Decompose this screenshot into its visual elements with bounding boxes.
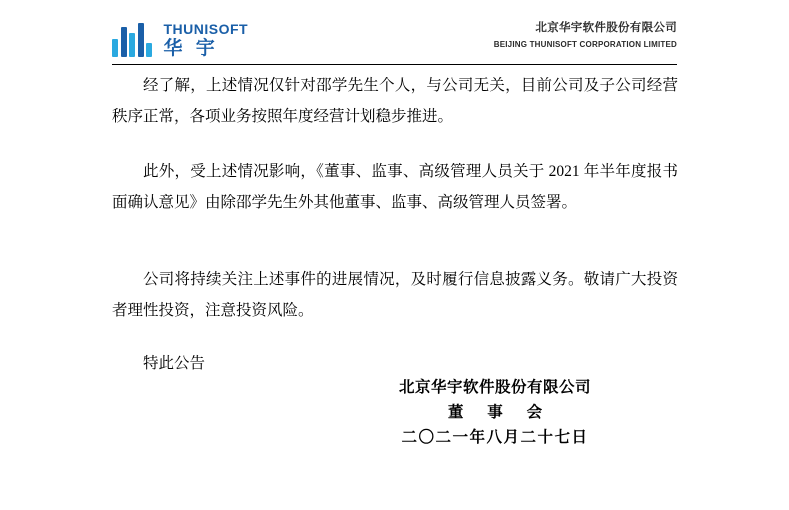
paragraph-3: 公司将持续关注上述事件的进展情况，及时履行信息披露义务。敬请广大投资者理性投资，注意投资风险。 bbox=[112, 271, 678, 319]
signature-board: 董 事 会 bbox=[447, 404, 553, 421]
document-body bbox=[112, 70, 678, 381]
signature-block bbox=[112, 375, 678, 450]
logo-bar-1 bbox=[112, 39, 118, 57]
paragraph-4: 特此公告 bbox=[143, 355, 206, 372]
logo-bar-3 bbox=[129, 33, 135, 57]
paragraph-1: 经了解，上述情况仅针对邵学先生个人，与公司无关，目前公司及子公司经营秩序正常，各项业务按照年度经营计划稳步推进。 bbox=[112, 77, 678, 125]
logo-chinese-text: 华 宇 bbox=[163, 38, 219, 59]
logo-bars-icon bbox=[112, 23, 155, 57]
company-name-english: BEIJING THUNISOFT CORPORATION LIMITED bbox=[493, 39, 677, 49]
logo-english-text: THUNISOFT bbox=[163, 21, 249, 37]
header-divider bbox=[112, 64, 677, 65]
logo-bar-5 bbox=[146, 43, 152, 57]
signature-date: 二〇二一年八月二十七日 bbox=[401, 429, 589, 446]
logo-bar-4 bbox=[138, 23, 144, 57]
logo-wordmark bbox=[164, 22, 249, 58]
company-name-chinese: 北京华宇软件股份有限公司 bbox=[535, 22, 677, 34]
company-logo bbox=[112, 16, 248, 64]
logo-bar-2 bbox=[121, 27, 127, 57]
company-name-block bbox=[494, 20, 677, 50]
signature-company: 北京华宇软件股份有限公司 bbox=[398, 379, 591, 396]
document-header bbox=[0, 16, 789, 64]
paragraph-2: 此外，受上述情况影响，《董事、监事、高级管理人员关于 2021 年半年度报书面确认意见》由除邵学先生外其他董事、监事、高级管理人员签署。 bbox=[112, 163, 678, 211]
